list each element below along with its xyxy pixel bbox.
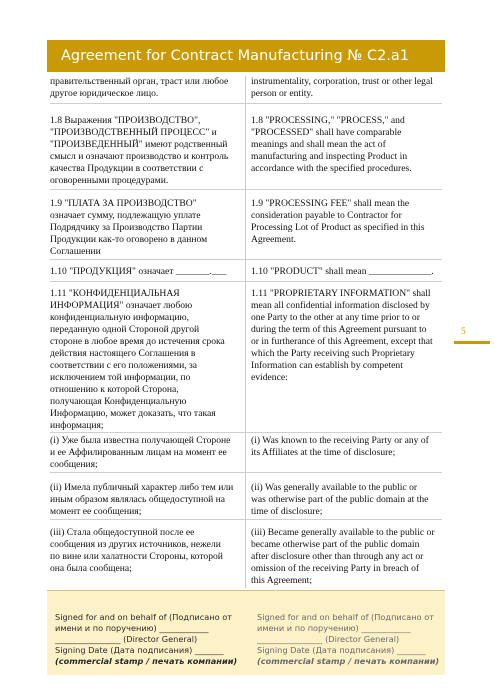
russian-text: 1.10 "ПРОДУКЦИЯ" означает _______.___ bbox=[50, 266, 227, 277]
signature-block-right bbox=[257, 601, 447, 678]
russian-text: 1.9 "ПЛАТА ЗА ПРОИЗВОДСТВО" означает сумму, подлежащую уплате Подрядчику за Производство Партии Продукции как-то оговорено в данном Соглашении bbox=[50, 198, 208, 257]
russian-text: правительственный орган, траст или любое другое юридическое лицо. bbox=[50, 76, 229, 99]
row-divider bbox=[50, 103, 442, 104]
signature-footer bbox=[47, 591, 445, 675]
signature-block-left bbox=[55, 601, 245, 678]
russian-text: (ii) Имела публичный характер либо тем или иным образом являлась общедоступной на момент ее сообщения; bbox=[50, 482, 234, 517]
page-number-bar bbox=[454, 341, 490, 344]
english-text: 1.9 "PROCESSING FEE" shall mean the consideration payable to Contractor for Processing Lot of Product as specified in this Agreement. bbox=[251, 198, 425, 245]
row-divider bbox=[50, 519, 442, 520]
russian-text: 1.11 "КОНФИДЕНЦИАЛЬНАЯ ИНФОРМАЦИЯ" означает любою конфиденциальную информацию, переданную одной Стороной другой стороне в любое время до истечения срока действия настоящего Соглашения в соответствии с его положениями, за исключением той информации, по отношению к которой Сторона, получающая Конфиденциальную Информацию, может доказать, что такая информация; bbox=[50, 288, 225, 431]
english-text: (i) Was known to the receiving Party or any of its Affiliates at the time of disclosure; bbox=[251, 435, 429, 458]
english-text: (iii) Became generally available to the public or became otherwise part of the public domain after disclosure other than through any act or omission of the receiving Party in breach of this Agreement; bbox=[251, 527, 435, 586]
english-text: 1.11 "PROPRIETARY INFORMATION" shall mean all confidential information disclosed by one Party to the other at any time prior to or during the term of this Agreement pursuant to or in furtherance of this Agreement, except that which the Party receiving such Proprietary Information can establish by competent evidence: bbox=[251, 288, 433, 383]
page-number: 5 bbox=[461, 327, 466, 337]
english-text: 1.10 "PRODUCT" shall mean _____________. bbox=[251, 266, 434, 277]
signature-lines-right: Signed for and on behalf of (Подписано от имени и по поручению) ____________ ________________ (Director General) Signing Date (Дата подписания) _______ bbox=[257, 612, 435, 655]
russian-text: (i) Уже была известна получающей Стороне и ее Аффилированным лицам на момент ее сообщения; bbox=[50, 435, 231, 470]
row-divider bbox=[50, 259, 442, 260]
document-title: Agreement for Contract Manufacturing № C2.a1 bbox=[47, 40, 445, 72]
english-text: instrumentality, corporation, trust or other legal person or entity. bbox=[251, 76, 433, 99]
english-text: (ii) Was generally available to the public or was otherwise part of the public domain at the time of disclosure; bbox=[251, 482, 429, 517]
signature-lines-left: Signed for and on behalf of (Подписано от имени и по поручению) ____________ ________________ (Director General) Signing Date (Дата подписания) _______ bbox=[55, 612, 233, 655]
row-divider bbox=[50, 281, 442, 282]
column-divider bbox=[245, 76, 246, 588]
english-text: 1.8 "PROCESSING," "PROCESS," and "PROCESSED" shall have comparable meanings and shall mean the act of manufacturing and inspecting Product in accordance with the specified procedures. bbox=[251, 115, 412, 174]
row-divider bbox=[50, 189, 442, 190]
row-divider bbox=[50, 432, 442, 433]
stamp-caption-left: (commercial stamp / печать компании) bbox=[55, 656, 238, 666]
russian-text: 1.8 Выражения "ПРОИЗВОДСТВО", "ПРОИЗВОДСТВЕННЫЙ ПРОЦЕСС" и "ПРОИЗВЕДЕННЫЙ" имеют родственный смысл и означают производство и контроль качества Продукции в соответствии с оговоренными процедурами. bbox=[50, 115, 229, 186]
row-divider bbox=[50, 472, 442, 473]
stamp-caption-right: (commercial stamp / печать компании) bbox=[257, 656, 440, 666]
russian-text: (iii) Стала общедоступной после ее сообщения из других источников, нежели по вине или халатности Стороны, которой она была сообщена; bbox=[50, 527, 223, 574]
